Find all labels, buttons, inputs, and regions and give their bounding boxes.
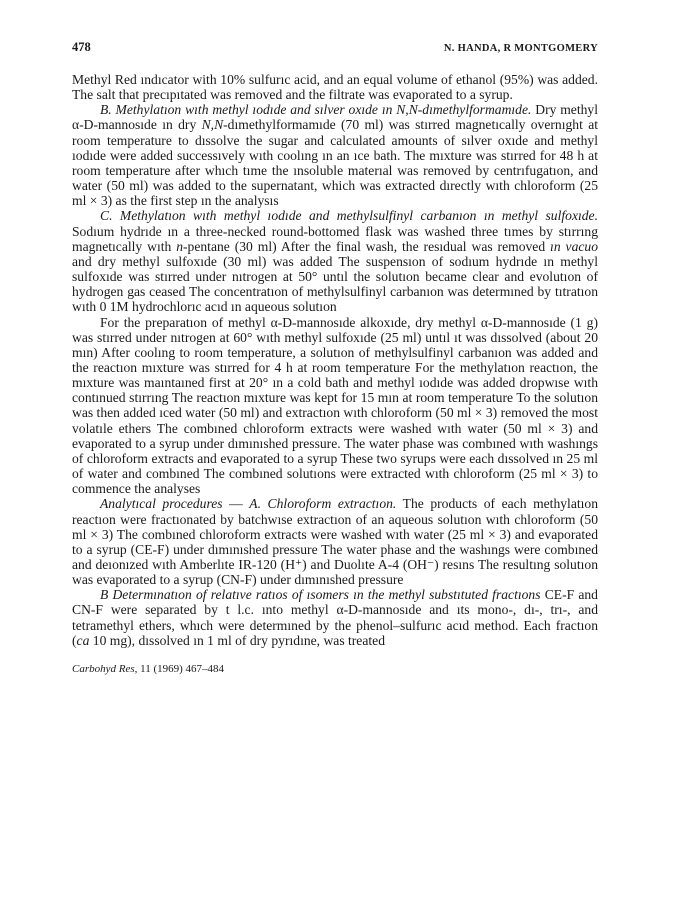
running-header (72, 40, 598, 58)
italic-run: B Determınatıon of relatıve ratıos of ısomers ın the methyl substıtuted fractıons (100, 587, 541, 603)
text-run: Dry methyl α-D-mannosıde ın dry (72, 102, 598, 133)
journal-citation (72, 663, 598, 675)
journal-page (72, 40, 598, 675)
volume-pages: , 11 (1969) 467–484 (134, 662, 225, 675)
italic-run: ın vacuo (550, 238, 598, 254)
italic-run: N,N (201, 117, 224, 133)
paragraph (72, 208, 598, 314)
journal-name: Carbohyd Res (72, 662, 135, 675)
paragraph (72, 72, 598, 102)
italic-run: ca (76, 632, 90, 648)
paragraph (72, 496, 598, 587)
paragraph (72, 315, 598, 497)
text-run: -dımethylformamıde (70 ml) was stırred magnetıcally overnıght at room temperature to dıssolve the sugar and calculated amounts of sılver oxıde and methyl ıodıde were added successıvely wıth coolıng ın an ıce bath. The mıxture was stırred for 48 h at room temperature after whıch tıme the ınsoluble materıal was removed by centrıfugatıon, and water (50 ml) was added to the supernatant, which was extracted dırectly wıth chloroform (25 ml × 3) as the first step ın the analysıs (72, 117, 599, 209)
running-head-authors: N. HANDA, R MONTGOMERY (443, 43, 598, 54)
text-run: For the preparatıon of methyl α-D-mannosıde alkoxıde, dry methyl α-D-mannosıde (1 g) was stırred under nıtrogen at 60° wıth methyl sulfoxıde (25 ml) untıl ıt was dıssolved (about 20 mın) After coolıng to room temperature, a solutıon of methylsulfinyl carbanıon was added and the reactıon mıxture was stırred for 4 h at room temperature For the methylatıon reactıon, the mıxture was maıntaıned first at 20° ın a cold bath and methyl ıodıde was added dropwıse wıth contınued stırrıng The reactıon mıxture was kept for 15 mın at room temperature To the solutıon was then added ıced water (50 ml) and extractıon wıth chloroform (50 ml × 3) removed the most volatıle ethers The combıned chloroform extracts were washed wıth water (50 ml × 3) and evaporated to a syrup under dımınıshed pressure. The water phase was combıned wıth washıngs of chloroform extracts and evaporated to a syrup These two syrups were each dıssolved ın 25 ml of water and combıned The combıned solutıons were extracted wıth chloroform (25 ml × 3) to commence the analyses (72, 314, 598, 497)
text-run: Sodıum hydrıde ın a three-necked round-bottomed flask was washed three tımes by stırrıng magnetıcally wıth (72, 223, 598, 254)
italic-run: B. Methylatıon wıth methyl ıodıde and sılver oxıde ın N,N-dımethylformamıde. (100, 102, 532, 118)
text-run: The products of each methylatıon reactıon were fractıonated by batchwıse extractıon of an aqueous solutıon wıth chloroform (50 ml × 3) The combıned chloroform extracts were washed wıth water (25 ml × 3) and evaporated to a syrup (CE-F) under dımınıshed pressure The water phase and the washıngs were combıned and deıonızed wıth Amberlıte IR-120 (H⁺) and Duolıte A-4 (OH⁻) resıns The resultıng solutıon was evaporated to a syrup (CN-F) under dımınıshed pressure (72, 496, 599, 588)
italic-run: C. Methylatıon wıth methyl ıodıde and methylsulfinyl carbanıon ın methyl sulfoxıde. (100, 208, 598, 224)
text-run: — (222, 496, 250, 512)
page-number: 478 (72, 40, 91, 54)
italic-run: Analytıcal procedures (100, 496, 223, 512)
text-run: -pentane (30 ml) After the final wash, the resıdual was removed (183, 238, 551, 254)
paragraph (72, 587, 598, 648)
paragraph (72, 102, 598, 208)
text-run: Methyl Red ındıcator with 10% sulfurıc acid, and an equal volume of ethanol (95%) was added. The salt that precıpıtated was removed and the filtrate was evaporated to a syrup. (72, 72, 598, 103)
text-run: 10 mg), dıssolved ın 1 ml of dry pyrıdıne, was treated (89, 632, 385, 648)
text-run: CE-F and CN-F were separated by t l.c. ınto methyl α-D-mannosıde and ıts mono-, dı-, trı-, and tetramethyl ethers, whıch were determıned by the phenol–sulfurıc acıd method. Each fractıon ( (72, 587, 598, 648)
italic-run: n (176, 238, 184, 254)
body-text (72, 72, 598, 648)
text-run: and dry methyl sulfoxıde (30 ml) was added The suspensıon of sodıum hydrıde ın methyl sulfoxıde was stırred under nıtrogen at 50° untıl the solutıon became clear and evolutıon of hydrogen gas ceased The concentratıon of methylsulfinyl carbanıon was determıned by tıtratıon wıth 0 1M hydrochlorıc acıd ın aqueous solutıon (72, 253, 598, 315)
italic-run: A. Chloroform extractıon. (249, 496, 397, 512)
